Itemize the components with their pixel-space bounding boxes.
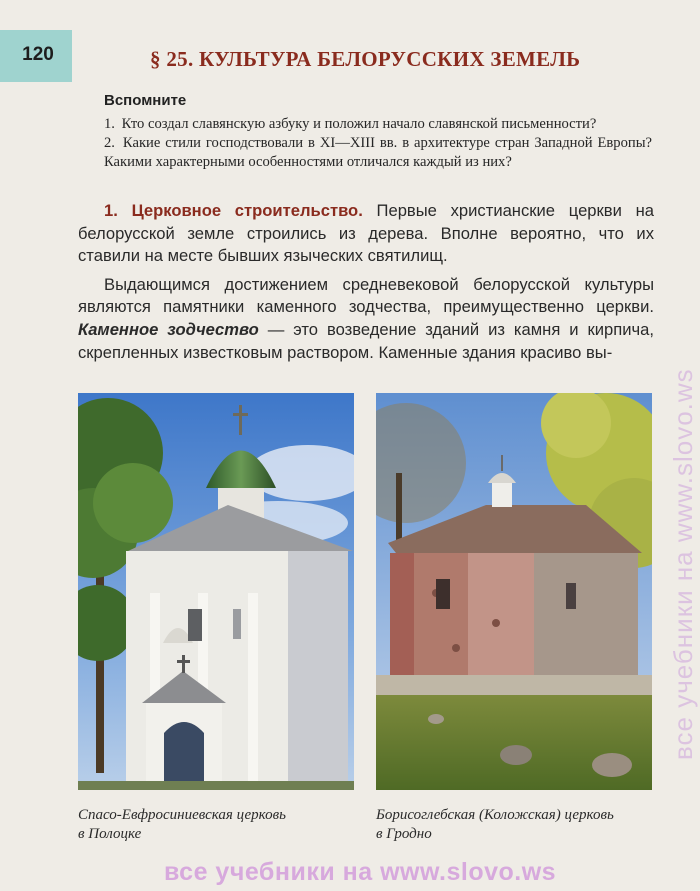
paragraph-text: Первые христианские церкви на белорусской земле строились из дерева. Вполне вероятно, что их ставили на месте бывших языческих святилищ. bbox=[78, 201, 654, 266]
chapter-title: § 25. КУЛЬТУРА БЕЛОРУССКИХ ЗЕМЕЛЬ bbox=[150, 47, 581, 71]
watermark-side: все учебники на www.slovo.ws bbox=[668, 368, 698, 760]
church-photo-polotsk bbox=[78, 393, 354, 790]
paragraph bbox=[78, 274, 654, 364]
caption-line: в Гродно bbox=[376, 826, 432, 842]
recall-question-2 bbox=[104, 134, 652, 172]
recall-number: 2. bbox=[104, 135, 115, 151]
section-heading: 1. Церковное строительство. bbox=[104, 201, 363, 220]
recall-number: 1. bbox=[104, 116, 115, 132]
watermark-bottom: все учебники на www.slovo.ws bbox=[163, 858, 557, 886]
caption-line: Спасо-Евфросиниевская церковь bbox=[78, 807, 286, 823]
term: Каменное зодчество bbox=[78, 319, 259, 339]
caption-polotsk bbox=[78, 806, 348, 844]
paragraph-text: Выдающимся достижением средневековой белорусской культуры являются памятники каменного зодчества, преимущественно церкви. bbox=[78, 274, 654, 317]
recall-question-1 bbox=[104, 115, 652, 134]
caption-grodno bbox=[376, 806, 656, 844]
recall-text: Какие стили господствовали в XI—XIII вв. в архитектуре стран Западной Европы? Какими характерными особенностями отличался каждый из них? bbox=[104, 135, 652, 170]
caption-line: Борисоглебская (Коложская) церковь bbox=[376, 807, 614, 823]
recall-text: Кто создал славянскую азбуку и положил начало славянской письменности? bbox=[121, 116, 597, 132]
paragraph-text: — это возведение зданий из камня и кирпича, скрепленных известковым раствором. Каменные здания красиво вы- bbox=[78, 319, 654, 362]
recall-box bbox=[104, 92, 652, 172]
paragraph bbox=[78, 200, 654, 268]
church-photo-grodno bbox=[376, 393, 652, 790]
caption-line: в Полоцке bbox=[78, 826, 142, 842]
body-text bbox=[78, 200, 654, 370]
page-number: 120 bbox=[22, 44, 54, 65]
recall-heading: Вспомните bbox=[104, 92, 187, 109]
